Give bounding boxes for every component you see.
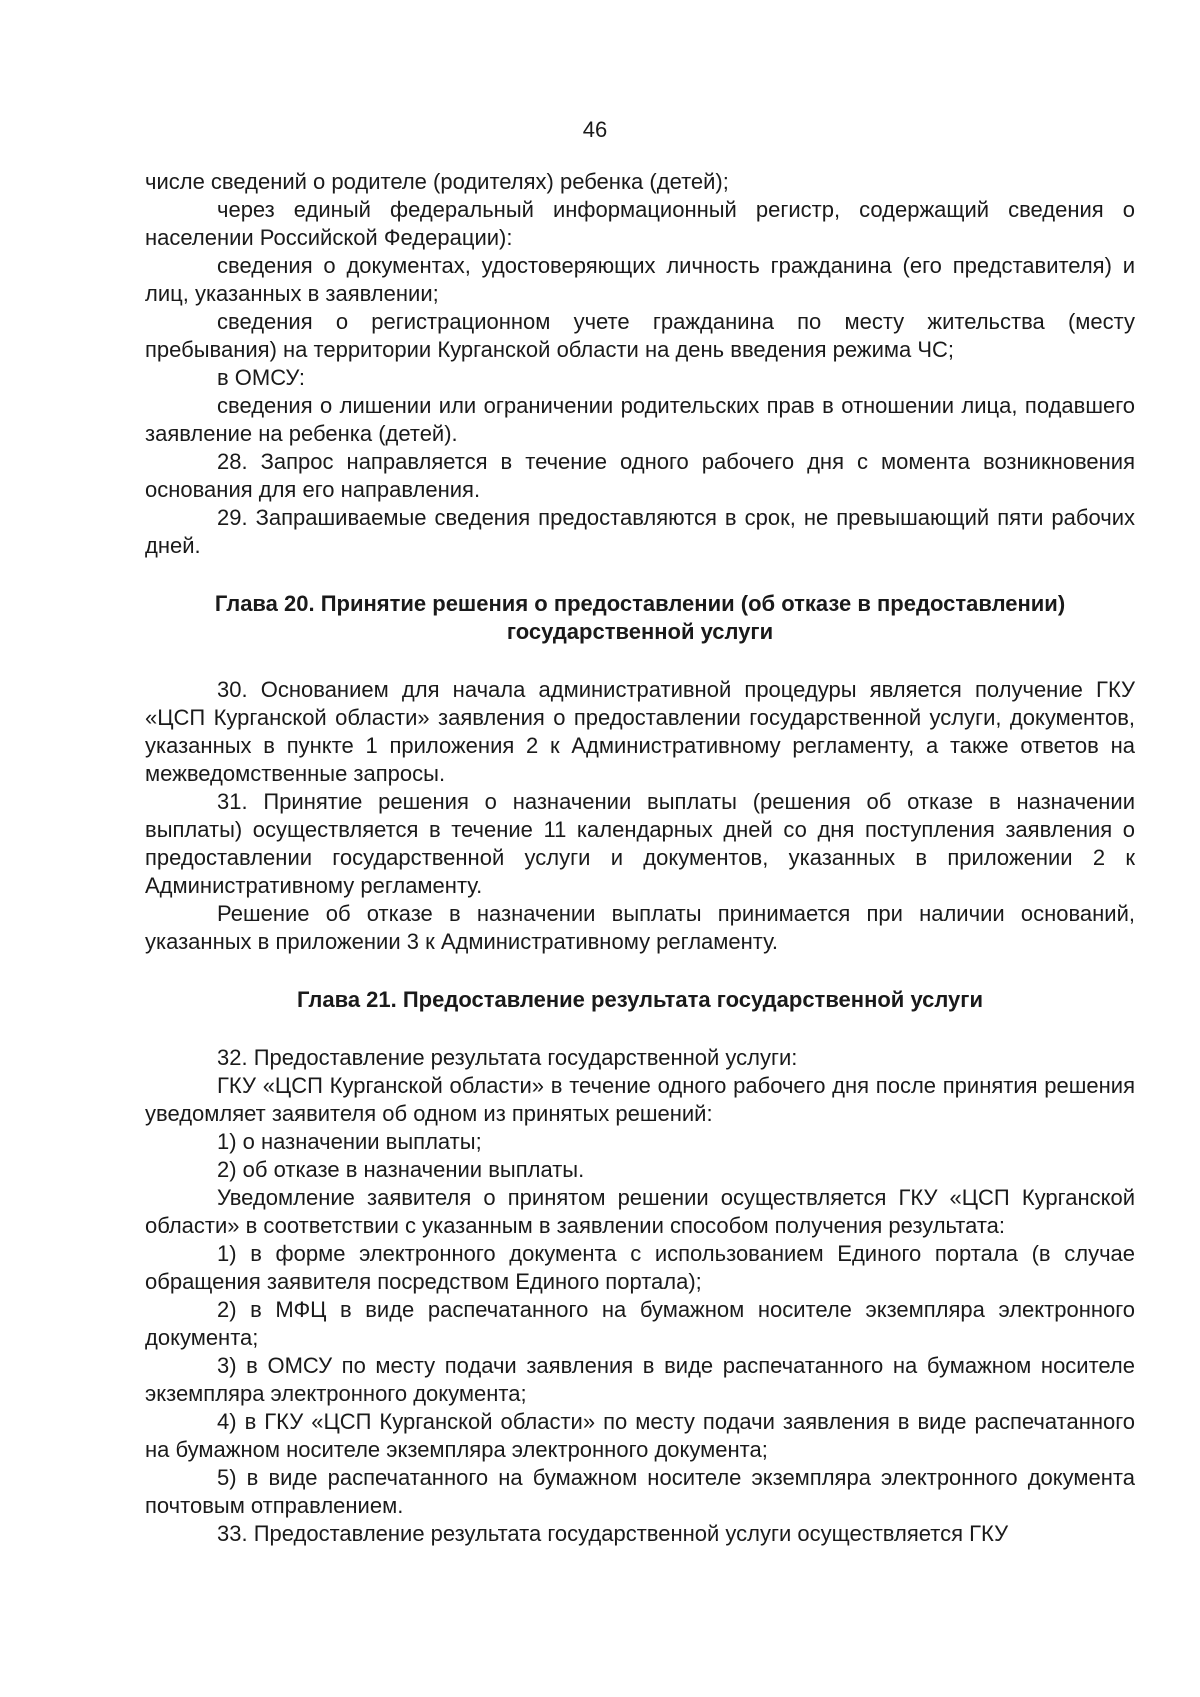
paragraph: в ОМСУ: <box>217 365 305 390</box>
chapter-heading <box>145 590 1135 646</box>
chapter-heading <box>145 986 1135 1014</box>
list-item: 1) о назначении выплаты; <box>217 1129 482 1154</box>
page-number: 46 <box>582 117 608 142</box>
chapter-heading-line: государственной услуги <box>506 619 774 644</box>
list-item: 3) в ОМСУ по месту подачи заявления в виде распечатанного на бумажном носителе экземпляра электронного документа; <box>145 1353 1135 1406</box>
paragraph: ГКУ «ЦСП Курганской области» в течение одного рабочего дня после принятия решения уведомляет заявителя об одном из принятых решений: <box>145 1073 1135 1126</box>
paragraph: сведения о документах, удостоверяющих личность гражданина (его представителя) и лиц, указанных в заявлении; <box>145 253 1135 306</box>
paragraph: сведения о лишении или ограничении родительских прав в отношении лица, подавшего заявление на ребенка (детей). <box>145 393 1135 446</box>
paragraph: 33. Предоставление результата государственной услуги осуществляется ГКУ <box>217 1521 1009 1546</box>
paragraph: Решение об отказе в назначении выплаты принимается при наличии оснований, указанных в приложении 3 к Административному регламенту. <box>145 901 1135 954</box>
document-body <box>145 168 1135 1548</box>
paragraph: 31. Принятие решения о назначении выплаты (решения об отказе в назначении выплаты) осуществляется в течение 11 календарных дней со дня поступления заявления о предоставлении государственной услуги и документов, указанных в приложении 2 к Административному регламенту. <box>145 789 1135 898</box>
paragraph: сведения о регистрационном учете гражданина по месту жительства (месту пребывания) на территории Курганской области на день введения режима ЧС; <box>145 309 1135 362</box>
paragraph: через единый федеральный информационный регистр, содержащий сведения о населении Российской Федерации): <box>145 197 1135 250</box>
list-item: 2) в МФЦ в виде распечатанного на бумажном носителе экземпляра электронного документа; <box>145 1297 1135 1350</box>
list-item: 5) в виде распечатанного на бумажном носителе экземпляра электронного документа почтовым отправлением. <box>145 1465 1135 1518</box>
paragraph: 28. Запрос направляется в течение одного рабочего дня с момента возникновения основания для его направления. <box>145 449 1135 502</box>
paragraph: числе сведений о родителе (родителях) ребенка (детей); <box>145 169 729 194</box>
paragraph: Уведомление заявителя о принятом решении осуществляется ГКУ «ЦСП Курганской области» в соответствии с указанным в заявлении способом получения результата: <box>145 1185 1135 1238</box>
list-item: 4) в ГКУ «ЦСП Курганской области» по месту подачи заявления в виде распечатанного на бумажном носителе экземпляра электронного документа; <box>145 1409 1135 1462</box>
chapter-heading-line: Глава 21. Предоставление результата государственной услуги <box>297 987 983 1012</box>
list-item: 1) в форме электронного документа с использованием Единого портала (в случае обращения заявителя посредством Единого портала); <box>145 1241 1135 1294</box>
paragraph: 32. Предоставление результата государственной услуги: <box>217 1045 798 1070</box>
list-item: 2) об отказе в назначении выплаты. <box>217 1157 585 1182</box>
chapter-heading-line: Глава 20. Принятие решения о предоставлении (об отказе в предоставлении) <box>214 591 1066 616</box>
paragraph: 30. Основанием для начала административной процедуры является получение ГКУ «ЦСП Курганской области» заявления о предоставлении государственной услуги, документов, указанных в пункте 1 приложения 2 к Административному регламенту, а также ответов на межведомственные запросы. <box>145 677 1135 786</box>
paragraph: 29. Запрашиваемые сведения предоставляются в срок, не превышающий пяти рабочих дней. <box>145 505 1135 558</box>
